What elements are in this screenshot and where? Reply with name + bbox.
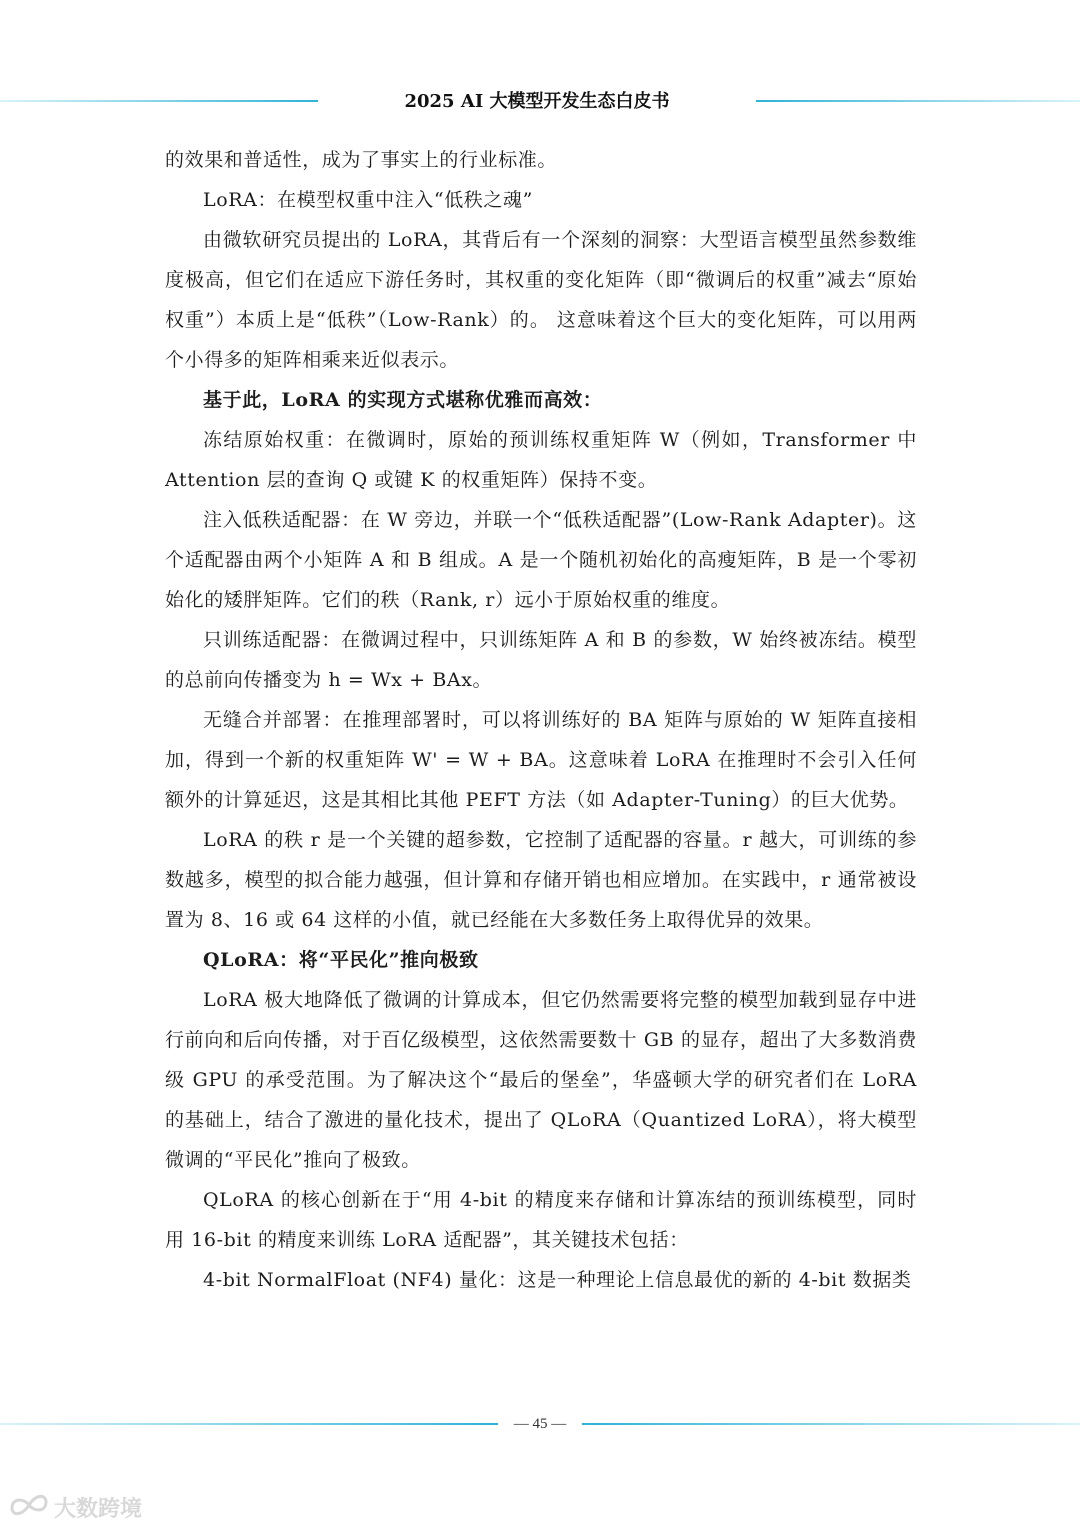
- footer-rule-left: [0, 1423, 498, 1425]
- paragraph-inject-adapter: 注入低秩适配器：在 W 旁边，并联一个“低秩适配器”(Low-Rank Adapter)。这个适配器由两个小矩阵 A 和 B 组成。A 是一个随机初始化的高瘦矩阵，B 是一个零初始化的矮胖矩阵。它们的秩（Rank, r）远小于原始权重的维度。: [165, 509, 917, 611]
- subheading-lora: LoRA：在模型权重中注入“低秩之魂”: [203, 189, 533, 211]
- paragraph-freeze-weights: 冻结原始权重：在微调时，原始的预训练权重矩阵 W（例如，Transformer 中 Attention 层的查询 Q 或键 K 的权重矩阵）保持不变。: [165, 429, 917, 491]
- paragraph-qlora-motivation: LoRA 极大地降低了微调的计算成本，但它仍然需要将完整的模型加载到显存中进行前向和后向传播，对于百亿级模型，这依然需要数十 GB 的显存，超出了大多数消费级 GPU 的承受范围。为了解决这个“最后的堡垒”，华盛顿大学的研究者们在 LoRA 的基础上，结合了激进的量化技术，提出了 QLoRA（Quantized LoRA），将大模型微调的“平民化”推向了极致。: [165, 989, 917, 1171]
- paragraph-lora-insight: 由微软研究员提出的 LoRA，其背后有一个深刻的洞察：大型语言模型虽然参数维度极高，但它们在适应下游任务时，其权重的变化矩阵（即“微调后的权重”减去“原始权重”）本质上是“低秩”（Low-Rank）的。 这意味着这个巨大的变化矩阵，可以用两个小得多的矩阵相乘来近似表示。: [165, 229, 917, 371]
- infinity-logo-icon: [8, 1492, 50, 1522]
- subheading-qlora: QLoRA：将“平民化”推向极致: [203, 949, 479, 971]
- paragraph-merge-deploy: 无缝合并部署：在推理部署时，可以将训练好的 BA 矩阵与原始的 W 矩阵直接相加，得到一个新的权重矩阵 W' = W + BA。这意味着 LoRA 在推理时不会引入任何额外的计算延迟，这是其相比其他 PEFT 方法（如 Adapter-Tuning）的巨大优势。: [165, 709, 917, 811]
- watermark: [8, 1490, 142, 1524]
- body-text: [165, 140, 917, 1300]
- paragraph-qlora-core-innovation: QLoRA 的核心创新在于“用 4-bit 的精度来存储和计算冻结的预训练模型，同时用 16-bit 的精度来训练 LoRA 适配器”，其关键技术包括：: [165, 1189, 917, 1251]
- header-rule-left: [0, 100, 318, 102]
- paragraph-train-adapter: 只训练适配器：在微调过程中，只训练矩阵 A 和 B 的参数，W 始终被冻结。模型的总前向传播变为 h = Wx + BAx。: [165, 629, 917, 691]
- paragraph-rank-hyperparameter: LoRA 的秩 r 是一个关键的超参数，它控制了适配器的容量。r 越大，可训练的参数越多，模型的拟合能力越强，但计算和存储开销也相应增加。在实践中，r 通常被设置为 8、16 或 64 这样的小值，就已经能在大多数任务上取得优异的效果。: [165, 829, 917, 931]
- watermark-text: 大数跨境: [54, 1496, 143, 1522]
- page-number: — 45 —: [513, 1416, 567, 1432]
- bold-lead-lora-implementation: 基于此，LoRA 的实现方式堪称优雅而高效：: [203, 389, 603, 411]
- paragraph-nf4-quantization: 4-bit NormalFloat (NF4) 量化：这是一种理论上信息最优的新的 4-bit 数据类: [203, 1269, 912, 1291]
- footer-rule-right: [582, 1423, 1080, 1425]
- paragraph-continuation: 的效果和普适性，成为了事实上的行业标准。: [165, 149, 558, 171]
- header-rule-right: [756, 100, 1080, 102]
- running-header-title: 2025 AI 大模型开发生态白皮书: [404, 91, 670, 112]
